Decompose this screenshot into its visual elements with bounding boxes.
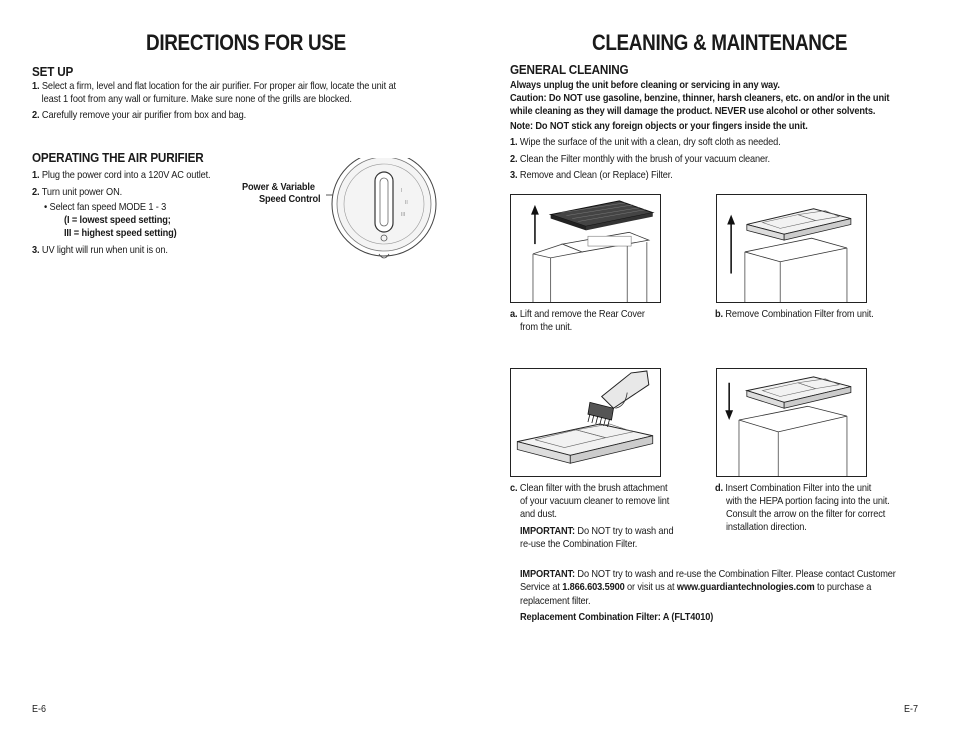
caption-a-cont: from the unit. — [520, 321, 573, 333]
operating-heading: OPERATING THE AIR PURIFIER — [32, 150, 204, 165]
figure-a-lift-rear-cover — [510, 194, 661, 303]
right-page-number: E-7 — [904, 704, 919, 715]
setup-heading: SET UP — [32, 64, 74, 79]
setup-step-2: 2. Carefully remove your air purifier from box and bag. — [32, 109, 247, 121]
caption-d-line4: installation direction. — [726, 521, 807, 533]
callout-label-line1: Power & Variable — [242, 181, 315, 193]
caption-d: d. Insert Combination Filter into the unit — [715, 482, 872, 494]
setup-step-1: 1. Select a firm, level and flat location for the air purifier. For proper air flow, locate the unit at — [32, 80, 396, 92]
important-notice-line2: Service at 1.866.603.5900 or visit us at www.guardiantechnologies.com to purchase a — [520, 581, 872, 593]
caption-d-line2: with the HEPA portion facing into the unit. — [726, 495, 890, 507]
setup-step-1-cont: least 1 foot from any wall or furniture. Make sure none of the grills are blocked. — [41, 93, 352, 105]
caption-c-important-cont: re-use the Combination Filter. — [520, 538, 638, 550]
speed-low-note: (I = lowest speed setting; — [64, 214, 171, 226]
caption-c: c. Clean filter with the brush attachment — [510, 482, 668, 494]
operating-step-3: 3. UV light will run when unit is on. — [32, 244, 168, 256]
caption-a: a. Lift and remove the Rear Cover — [510, 308, 645, 320]
cleaning-step-3: 3. Remove and Clean (or Replace) Filter. — [510, 169, 673, 181]
website-link[interactable]: www.guardiantechnologies.com — [676, 581, 815, 593]
caption-c-line3: and dust. — [520, 508, 557, 520]
foreign-objects-note: Note: Do NOT stick any foreign objects or your fingers inside the unit. — [510, 120, 808, 132]
important-notice-line1: IMPORTANT: Do NOT try to wash and re-use the Combination Filter. Please contact Customer — [520, 568, 896, 580]
cleaning-step-1: 1. Wipe the surface of the unit with a clean, dry soft cloth as needed. — [510, 136, 781, 148]
caption-d-line3: Consult the arrow on the filter for correct — [726, 508, 886, 520]
caption-c-line2: of your vacuum cleaner to remove lint — [520, 495, 670, 507]
left-page-title: DIRECTIONS FOR USE — [146, 30, 346, 55]
caution-line-1: Caution: Do NOT use gasoline, benzine, thinner, harsh cleaners, etc. on and/or in the unit — [510, 92, 890, 104]
right-page-title: CLEANING & MAINTENANCE — [592, 30, 848, 55]
svg-text:III: III — [401, 212, 406, 218]
left-page-number: E-6 — [32, 704, 47, 715]
figure-c-brush-filter — [510, 368, 661, 477]
important-notice-line3: replacement filter. — [520, 595, 591, 607]
caution-line-2: while cleaning as they will damage the product. NEVER use alcohol or other solvents. — [510, 105, 876, 117]
speed-high-note: III = highest speed setting) — [64, 227, 177, 239]
fan-speed-bullet: • Select fan speed MODE 1 - 3 — [44, 201, 167, 213]
svg-text:I: I — [401, 188, 403, 194]
caption-c-important: IMPORTANT: Do NOT try to wash and — [520, 525, 674, 537]
customer-service-phone: 1.866.603.5900 — [562, 581, 625, 593]
general-cleaning-heading: GENERAL CLEANING — [510, 62, 629, 77]
figure-b-remove-filter — [716, 194, 867, 303]
callout-label-line2: Speed Control — [259, 193, 321, 205]
replacement-filter-model: Replacement Combination Filter: A (FLT4010) — [520, 611, 714, 623]
caption-b: b. Remove Combination Filter from unit. — [715, 308, 874, 320]
svg-text:II: II — [405, 200, 408, 206]
control-dial-illustration — [326, 158, 442, 266]
operating-step-2: 2. Turn unit power ON. — [32, 186, 123, 198]
figure-d-insert-filter — [716, 368, 867, 477]
unplug-warning: Always unplug the unit before cleaning or servicing in any way. — [510, 79, 780, 91]
operating-step-1: 1. Plug the power cord into a 120V AC outlet. — [32, 169, 211, 181]
cleaning-step-2: 2. Clean the Filter monthly with the brush of your vacuum cleaner. — [510, 153, 770, 165]
